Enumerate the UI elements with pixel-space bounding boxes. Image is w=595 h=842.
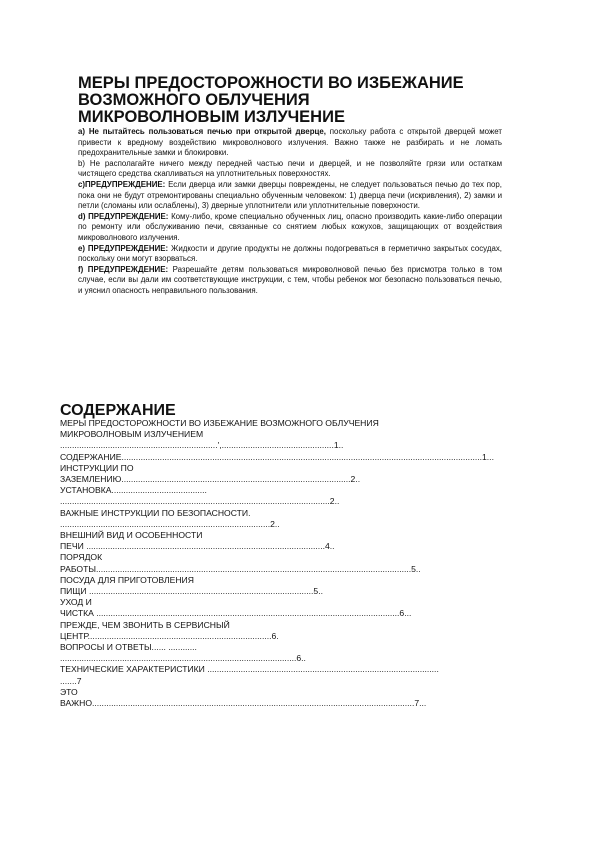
precaution-item-c <box>78 180 502 212</box>
precautions-title-line-1: МЕРЫ ПРЕДОСТОРОЖНОСТИ ВО ИЗБЕЖАНИЕ <box>78 74 464 92</box>
toc-line: УХОД И <box>60 597 92 608</box>
precaution-lead: f) ПРЕДУПРЕЖДЕНИЕ: <box>78 264 169 274</box>
toc-entry-appearance[interactable]: ПЕЧИ ....................................................................................................4.. <box>60 541 335 552</box>
toc-entry-safety[interactable]: ........................................................................................2.. <box>60 518 280 529</box>
toc-line: ВНЕШНИЙ ВИД И ОСОБЕННОСТИ <box>60 530 203 541</box>
precautions-section <box>78 127 502 297</box>
toc-line: МИКРОВОЛНОВЫМ ИЗЛУЧЕНИЕМ <box>60 429 204 440</box>
toc-entry-service[interactable]: ЦЕНТР.............................................................................6. <box>60 630 279 641</box>
precaution-item-f <box>78 265 502 297</box>
precaution-lead: d) ПРЕДУПРЕЖДЕНИЕ: <box>78 211 169 221</box>
toc-line: ВАЖНЫЕ ИНСТРУКЦИИ ПО БЕЗОПАСНОСТИ. <box>60 507 251 518</box>
toc-entry-cookware[interactable]: ПИЩИ ..............................................................................................5.. <box>60 586 323 597</box>
toc-entry-contents[interactable]: СОДЕРЖАНИЕ.......................................................................................................................................................1... <box>60 451 494 462</box>
toc-line: ЭТО <box>60 686 78 697</box>
precaution-lead: e) ПРЕДУПРЕЖДЕНИЕ: <box>78 243 169 253</box>
precaution-text: b) Не располагайте ничего между передней частью печи и дверцей, и не позволяйте грязи или остаткам чистящего средства скапливаться на уплотнительных поверхностях. <box>78 158 502 179</box>
precaution-item-e <box>78 244 502 265</box>
toc-line: ТЕХНИЧЕСКИЕ ХАРАКТЕРИСТИКИ ................................................................................................. <box>60 664 439 675</box>
toc-line: МЕРЫ ПРЕДОСТОРОЖНОСТИ ВО ИЗБЕЖАНИЕ ВОЗМОЖНОГО ОБЛУЧЕНИЯ <box>60 418 379 428</box>
toc-entry-operation[interactable]: РАБОТЫ....................................................................................................................................5.. <box>60 563 421 574</box>
toc-line: УСТАНОВКА........................................ <box>60 485 207 496</box>
toc-entry-installation[interactable]: .................................................................................................................2.. <box>60 496 340 507</box>
toc-entry-cleaning[interactable]: ЧИСТКА ...............................................................................................................................6... <box>60 608 412 619</box>
precaution-item-b <box>78 159 502 180</box>
toc-title: СОДЕРЖАНИЕ <box>60 402 176 419</box>
precaution-text: Если дверца или замки дверцы повреждены, не следует пользоваться печью до тех пор, пока они не будут отремонтированы специально обученным человеком: 1) дверца печи (искривления), 2) замки и петли (сломаны или ослаблены), 3) дверные уплотнители или уплотнительные поверхности. <box>78 179 502 211</box>
toc-line: ПРЕЖДЕ, ЧЕМ ЗВОНИТЬ В СЕРВИСНЫЙ <box>60 619 230 630</box>
toc-line: ВОПРОСЫ И ОТВЕТЫ...... ............ <box>60 642 197 653</box>
precaution-text: Жидкости и другие продукты не должны подогреваться в герметично закрытых сосудах, поскольку они могут взорваться. <box>78 243 502 264</box>
precautions-title-line-3: МИКРОВОЛНОВЫМ ИЗЛУЧЕНИЕ <box>78 108 345 126</box>
toc-entry-faq[interactable]: ...................................................................................................6.. <box>60 653 306 664</box>
precaution-lead: c)ПРЕДУПРЕЖДЕНИЕ: <box>78 179 166 189</box>
precaution-text: Разрешайте детям пользоваться микроволновой печью без присмотра только в том случае, если вы дали им соответствующие инструкции, с тем, чтобы ребенок мог безопасно пользоваться печью, и уяснил опасность неправильного пользования. <box>78 264 502 295</box>
toc-line: ПОСУДА ДЛЯ ПРИГОТОВЛЕНИЯ <box>60 574 194 585</box>
precaution-text: Кому-либо, кроме специально обученных лиц, опасно производить какие-либо операции по ремонту или обслуживанию печи, связанные со снятием любых кожухов, защищающих от воздействия микроволнового излучения. <box>78 211 502 242</box>
toc-entry-specs[interactable]: .......7 <box>60 675 82 686</box>
precaution-lead: a) Не пытайтесь пользоваться печью при открытой дверце, <box>78 127 326 136</box>
toc-entry-precautions[interactable]: ..................................................................',...............................................1.. <box>60 440 344 451</box>
precaution-item-d <box>78 212 502 244</box>
toc-entry-important[interactable]: ВАЖНО.......................................................................................................................................7... <box>60 698 427 709</box>
precautions-title-line-2: ВОЗМОЖНОГО ОБЛУЧЕНИЯ <box>78 91 310 109</box>
precautions-title <box>78 75 548 126</box>
toc-line: ИНСТРУКЦИИ ПО <box>60 462 134 473</box>
toc-entry-grounding[interactable]: ЗАЗЕМЛЕНИЮ................................................................................................2.. <box>60 474 361 485</box>
precaution-item-a <box>78 127 502 159</box>
toc-line: ПОРЯДОК <box>60 552 103 563</box>
precaution-text: поскольку работа с открытой дверцей может привести к вредному воздействию микроволнового излучения. Важно также не разбирать и не ломать предохранительные замки и блокировки. <box>78 127 502 158</box>
table-of-contents <box>60 418 540 709</box>
